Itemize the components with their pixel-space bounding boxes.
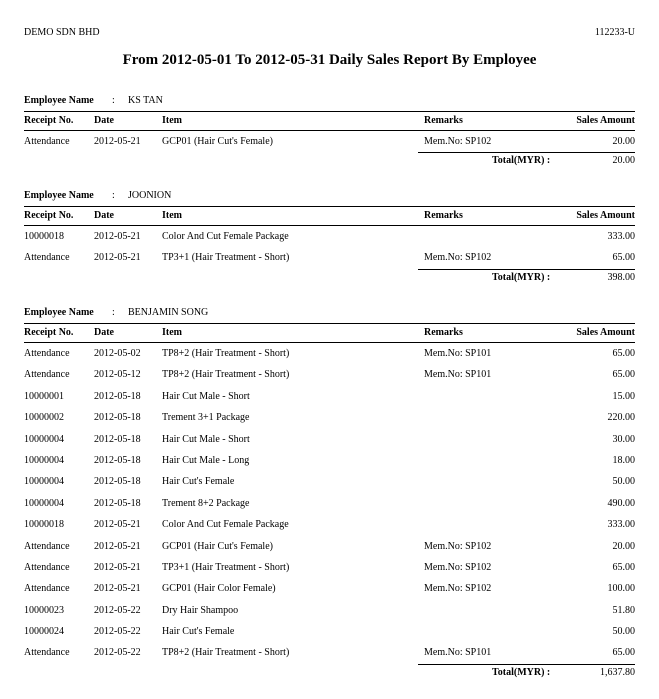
table-row (24, 557, 635, 578)
table-body (24, 131, 635, 152)
cell-sales-amount: 65.00 (612, 369, 635, 381)
cell-remarks: Mem.No: SP101 (424, 348, 492, 359)
cell-item: Hair Cut's Female (162, 476, 235, 488)
cell-receipt-no: Attendance (24, 136, 70, 147)
cell-receipt-no: Attendance (24, 647, 70, 659)
cell-date: 2012-05-18 (94, 454, 141, 466)
cell-sales-amount: 65.00 (612, 348, 635, 359)
col-receipt-no: Receipt No. (24, 327, 74, 338)
cell-date: 2012-05-21 (94, 540, 141, 552)
section-total (24, 152, 635, 170)
cell-remarks: Mem.No: SP102 (424, 252, 492, 264)
cell-item: GCP01 (Hair Color Female) (162, 583, 276, 595)
employee-name-value: KS TAN (128, 95, 163, 106)
cell-date: 2012-05-21 (94, 583, 141, 595)
cell-remarks: Mem.No: SP101 (424, 647, 492, 659)
cell-item: TP8+2 (Hair Treatment - Short) (162, 647, 290, 659)
cell-date: 2012-05-21 (94, 252, 141, 264)
col-item: Item (162, 327, 182, 338)
table-row (24, 514, 635, 535)
col-remarks: Remarks (424, 210, 463, 221)
table-row (24, 131, 635, 152)
table-header (24, 323, 635, 343)
cell-item: TP8+2 (Hair Treatment - Short) (162, 348, 290, 359)
table-row (24, 471, 635, 492)
table-row (24, 364, 635, 385)
col-item: Item (162, 115, 182, 126)
cell-remarks: Mem.No: SP102 (424, 540, 492, 552)
table-row (24, 621, 635, 642)
cell-date: 2012-05-18 (94, 497, 141, 509)
cell-receipt-no: 10000024 (24, 626, 64, 638)
cell-item: Hair Cut Male - Short (162, 390, 250, 402)
table-body (24, 343, 635, 664)
total-value: 398.00 (607, 271, 635, 283)
cell-item: Color And Cut Female Package (162, 519, 289, 531)
cell-date: 2012-05-22 (94, 604, 141, 616)
col-sales-amount: Sales Amount (576, 327, 635, 338)
employee-name-label: Employee Name (24, 190, 94, 201)
cell-receipt-no: Attendance (24, 252, 70, 264)
cell-sales-amount: 30.00 (612, 433, 635, 445)
cell-sales-amount: 220.00 (607, 412, 635, 424)
cell-remarks: Mem.No: SP102 (424, 583, 492, 595)
employee-name-colon: : (112, 307, 115, 318)
cell-receipt-no: 10000004 (24, 497, 64, 509)
table-row (24, 343, 635, 364)
cell-receipt-no: Attendance (24, 561, 70, 573)
cell-item: GCP01 (Hair Cut's Female) (162, 540, 273, 552)
col-date: Date (94, 210, 114, 221)
report-title: From 2012-05-01 To 2012-05-31 Daily Sales Report By Employee (122, 52, 537, 68)
cell-sales-amount: 490.00 (607, 497, 635, 509)
cell-item: Hair Cut's Female (162, 626, 235, 638)
cell-receipt-no: Attendance (24, 540, 70, 552)
cell-item: Dry Hair Shampoo (162, 604, 239, 616)
cell-receipt-no: 10000023 (24, 604, 64, 616)
table-body (24, 226, 635, 269)
cell-receipt-no: 10000001 (24, 390, 64, 402)
cell-date: 2012-05-12 (94, 369, 141, 381)
table-row (24, 642, 635, 663)
table-row (24, 493, 635, 514)
cell-receipt-no: 10000018 (24, 519, 64, 531)
employee-name-label: Employee Name (24, 307, 94, 318)
cell-receipt-no: 10000004 (24, 454, 64, 466)
cell-sales-amount: 20.00 (612, 540, 635, 552)
employee-name-colon: : (112, 190, 115, 201)
table-row (24, 407, 635, 428)
col-date: Date (94, 115, 114, 126)
cell-receipt-no: 10000018 (24, 231, 64, 242)
employee-name-line (24, 305, 635, 321)
cell-sales-amount: 50.00 (612, 476, 635, 488)
cell-receipt-no: Attendance (24, 583, 70, 595)
table-row (24, 536, 635, 557)
cell-item: TP3+1 (Hair Treatment - Short) (162, 252, 290, 264)
table-row (24, 386, 635, 407)
cell-item: Hair Cut Male - Long (162, 454, 250, 466)
table-row (24, 578, 635, 599)
cell-sales-amount: 333.00 (607, 231, 635, 242)
employee-name-colon: : (112, 95, 115, 106)
col-remarks: Remarks (424, 115, 463, 126)
cell-receipt-no: 10000004 (24, 476, 64, 488)
cell-sales-amount: 100.00 (607, 583, 635, 595)
total-label: Total(MYR) : (492, 666, 551, 678)
cell-date: 2012-05-21 (94, 136, 141, 147)
cell-receipt-no: 10000004 (24, 433, 64, 445)
cell-item: Trement 8+2 Package (162, 497, 250, 509)
cell-item: Color And Cut Female Package (162, 231, 289, 242)
cell-sales-amount: 65.00 (612, 252, 635, 264)
col-receipt-no: Receipt No. (24, 115, 74, 126)
employee-name-label: Employee Name (24, 95, 94, 106)
table-row (24, 247, 635, 268)
cell-remarks: Mem.No: SP102 (424, 561, 492, 573)
employee-section (24, 93, 635, 170)
cell-sales-amount: 20.00 (612, 136, 635, 147)
total-value: 1,637.80 (600, 666, 635, 678)
cell-item: Trement 3+1 Package (162, 412, 250, 424)
cell-item: TP8+2 (Hair Treatment - Short) (162, 369, 290, 381)
cell-date: 2012-05-18 (94, 412, 141, 424)
cell-date: 2012-05-22 (94, 626, 141, 638)
table-header (24, 111, 635, 131)
table-header (24, 206, 635, 226)
total-label: Total(MYR) : (492, 155, 551, 167)
employee-name-value: JOONION (128, 190, 172, 201)
company-reg-no: 112233-U (594, 27, 635, 38)
total-label: Total(MYR) : (492, 271, 551, 283)
col-sales-amount: Sales Amount (576, 115, 635, 126)
employee-name-line (24, 188, 635, 204)
cell-remarks: Mem.No: SP102 (424, 136, 492, 147)
cell-sales-amount: 51.80 (612, 604, 635, 616)
employee-name-line (24, 93, 635, 109)
col-receipt-no: Receipt No. (24, 210, 74, 221)
col-sales-amount: Sales Amount (576, 210, 635, 221)
cell-sales-amount: 333.00 (607, 519, 635, 531)
employee-name-value: BENJAMIN SONG (128, 307, 209, 318)
cell-sales-amount: 18.00 (612, 454, 635, 466)
table-row (24, 600, 635, 621)
cell-date: 2012-05-18 (94, 390, 141, 402)
cell-date: 2012-05-18 (94, 476, 141, 488)
cell-date: 2012-05-21 (94, 561, 141, 573)
col-item: Item (162, 210, 182, 221)
cell-sales-amount: 15.00 (612, 390, 635, 402)
table-row (24, 226, 635, 247)
section-total (24, 269, 635, 287)
cell-sales-amount: 65.00 (612, 561, 635, 573)
cell-sales-amount: 65.00 (612, 647, 635, 659)
cell-date: 2012-05-02 (94, 348, 141, 359)
cell-date: 2012-05-18 (94, 433, 141, 445)
cell-date: 2012-05-22 (94, 647, 141, 659)
section-total (24, 664, 635, 682)
cell-date: 2012-05-21 (94, 231, 141, 242)
employee-section (24, 305, 635, 682)
col-remarks: Remarks (424, 327, 463, 338)
table-row (24, 429, 635, 450)
cell-receipt-no: Attendance (24, 348, 70, 359)
total-value: 20.00 (612, 155, 635, 167)
cell-receipt-no: Attendance (24, 369, 70, 381)
cell-receipt-no: 10000002 (24, 412, 64, 424)
cell-item: TP3+1 (Hair Treatment - Short) (162, 561, 290, 573)
cell-item: Hair Cut Male - Short (162, 433, 250, 445)
cell-sales-amount: 50.00 (612, 626, 635, 638)
table-row (24, 450, 635, 471)
employee-section (24, 188, 635, 287)
cell-item: GCP01 (Hair Cut's Female) (162, 136, 273, 147)
cell-date: 2012-05-21 (94, 519, 141, 531)
col-date: Date (94, 327, 114, 338)
company-name: DEMO SDN BHD (24, 27, 100, 38)
cell-remarks: Mem.No: SP101 (424, 369, 492, 381)
